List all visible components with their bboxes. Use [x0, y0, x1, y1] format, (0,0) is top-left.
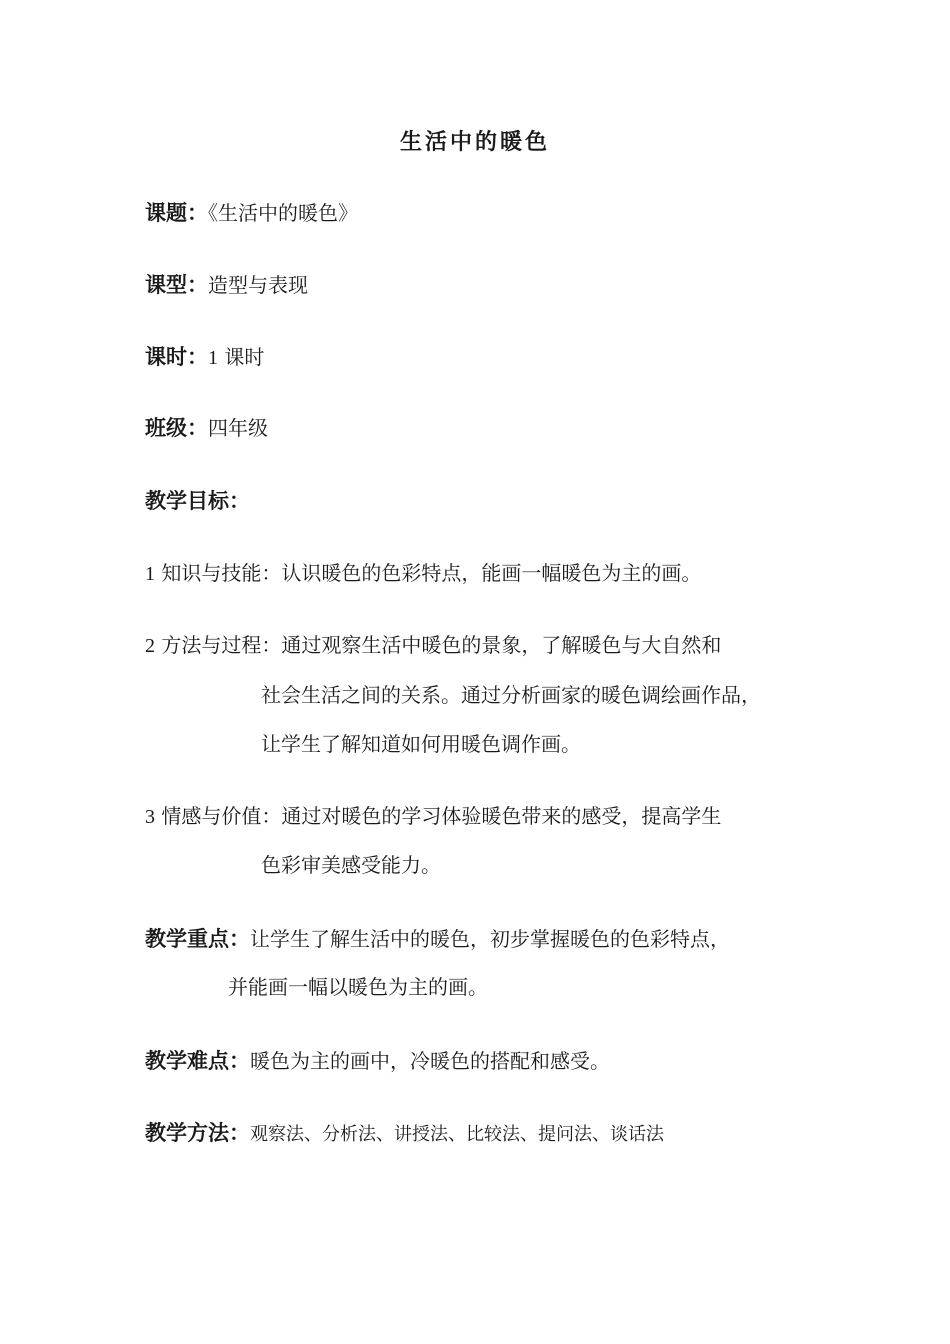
duration-label: 课时：	[145, 345, 208, 369]
grade-label: 班级：	[145, 416, 208, 440]
key-points-line-1	[145, 922, 730, 956]
objectives-heading: 教学目标：	[145, 489, 250, 513]
key-points-label: 教学重点：	[145, 927, 250, 951]
objective-2-line-2: 社会生活之间的关系。通过分析画家的暖色调绘画作品，	[261, 683, 761, 707]
document-title: 生活中的暖色	[399, 129, 550, 155]
grade-line	[145, 411, 268, 445]
objective-2-number: 2	[145, 635, 155, 657]
type-line	[145, 268, 308, 302]
objective-3-text-1: 情感与价值：通过对暖色的学习体验暖色带来的感受，提高学生	[161, 804, 722, 828]
objective-3-line-1	[145, 799, 721, 834]
objective-2-line-1	[145, 628, 721, 663]
grade-value: 四年级	[208, 416, 268, 440]
methods-label: 教学方法：	[145, 1121, 250, 1145]
objective-2-line-3: 让学生了解知道如何用暖色调作画。	[261, 732, 581, 756]
duration-line	[145, 340, 264, 375]
objective-1-number: 1	[145, 563, 155, 585]
objective-1-line-1	[145, 556, 701, 591]
topic-line	[145, 196, 358, 230]
objective-2-text-1: 方法与过程：通过观察生活中暖色的景象，了解暖色与大自然和	[161, 633, 722, 657]
difficulties-line	[145, 1044, 610, 1078]
difficulties-label: 教学难点：	[145, 1049, 250, 1073]
objective-3-line-2: 色彩审美感受能力。	[261, 853, 441, 877]
key-points-text-1: 让学生了解生活中的暖色，初步掌握暖色的色彩特点，	[250, 927, 730, 951]
difficulties-value: 暖色为主的画中，冷暖色的搭配和感受。	[250, 1049, 610, 1073]
objective-1-text: 知识与技能：认识暖色的色彩特点，能画一幅暖色为主的画。	[161, 561, 702, 585]
duration-number: 1	[208, 347, 218, 369]
methods-value: 观察法、分析法、讲授法、比较法、提问法、谈话法	[250, 1124, 664, 1145]
type-label: 课型：	[145, 273, 208, 297]
duration-value: 课时	[224, 345, 265, 369]
topic-value: 《生活中的暖色》	[208, 201, 358, 225]
objective-3-number: 3	[145, 806, 155, 828]
topic-label: 课题：	[145, 201, 208, 225]
methods-line	[145, 1116, 664, 1152]
type-value: 造型与表现	[208, 273, 308, 297]
key-points-line-2: 并能画一幅以暖色为主的画。	[228, 975, 488, 999]
